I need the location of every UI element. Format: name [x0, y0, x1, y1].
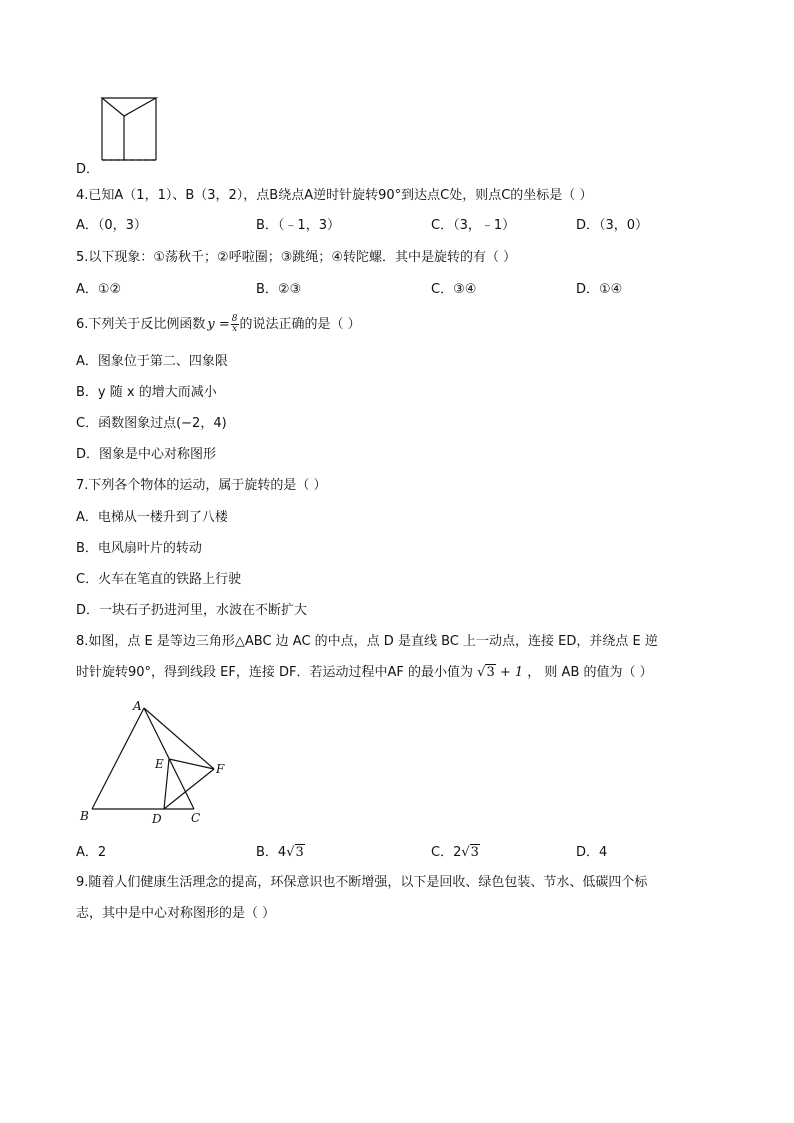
q8-line2-prefix: 时针旋转90°，得到线段 EF，连接 DF．若运动过程中AF 的最小值为 [76, 665, 473, 680]
q6-stem-suffix: 的说法正确的是（ ） [239, 317, 361, 332]
segment-ef [169, 759, 214, 769]
q5-option-b: B．②③ [256, 282, 302, 297]
q8-option-a: A．2 [76, 845, 107, 860]
q6-formula-y: y = [207, 317, 230, 332]
label-d: D [152, 812, 162, 826]
side-ac [144, 708, 194, 809]
question-6-stem [76, 314, 361, 336]
triangular-prism-figure [98, 94, 160, 166]
q8-option-d: D．4 [576, 845, 608, 860]
q8-sqrt-expression: √3 [477, 665, 495, 680]
q8-option-c [431, 845, 480, 861]
label-e: E [155, 757, 164, 771]
q8-plus-one: + 1 [499, 665, 524, 680]
q6-stem-prefix: 6.下列关于反比例函数 [76, 317, 206, 332]
q8-option-c-radicand: 3 [470, 845, 479, 860]
question-8-line-1: 8.如图，点 E 是等边三角形△ABC 边 AC 的中点，点 D 是直线 BC 上一动点，连接 ED，并绕点 E 逆 [76, 634, 658, 649]
q8-option-c-prefix: C．2 [431, 845, 462, 860]
q7-option-a: A．电梯从一楼升到了八楼 [76, 510, 228, 525]
question-5-stem: 5.以下现象：①荡秋千；②呼啦圈；③跳绳；④转陀螺．其中是旋转的有（ ） [76, 250, 517, 265]
q8-option-b-radicand: 3 [295, 845, 304, 860]
q7-option-d: D．一块石子扔进河里，水波在不断扩大 [76, 603, 308, 618]
q6-fraction [231, 315, 239, 334]
label-a: A [133, 699, 142, 713]
question-8-line-2 [76, 665, 653, 681]
q4-option-c: C．（3，﹣1） [431, 218, 516, 233]
q8-option-b-sqrt: √3 [286, 845, 304, 860]
question-9-line-2: 志，其中是中心对称图形的是（ ） [76, 906, 276, 921]
q6-option-d: D．图象是中心对称图形 [76, 447, 217, 462]
q6-option-b: B．y 随 x 的增大而减小 [76, 385, 217, 400]
q6-frac-denominator: x [232, 324, 238, 334]
q5-option-a: A．①② [76, 282, 122, 297]
q6-option-c: C．函数图象过点(−2，4) [76, 416, 227, 431]
q3-option-d-label: D． [76, 162, 100, 177]
question-4-stem: 4.已知A（1，1）、B（3，2），点B绕点A逆时针旋转90°到达点C处，则点C的坐标是（ ） [76, 188, 593, 203]
q7-option-b: B．电风扇叶片的转动 [76, 541, 202, 556]
q8-geometry-figure [76, 696, 236, 830]
q8-option-b [256, 845, 305, 861]
q8-option-b-prefix: B．4 [256, 845, 287, 860]
q5-option-d: D．①④ [576, 282, 623, 297]
label-b: B [80, 809, 89, 823]
segment-df [164, 769, 214, 809]
label-f: F [216, 762, 225, 776]
side-ab [92, 708, 144, 809]
q6-frac-numerator: 8 [231, 314, 238, 324]
q5-option-c: C．③④ [431, 282, 477, 297]
q4-option-b: B．（﹣1，3） [256, 218, 340, 233]
q8-option-c-sqrt: √3 [461, 845, 479, 860]
label-c: C [191, 811, 201, 825]
q4-option-d: D．（3，0） [576, 218, 649, 233]
question-7-stem: 7.下列各个物体的运动，属于旋转的是（ ） [76, 478, 327, 493]
q6-option-a: A．图象位于第二、四象限 [76, 354, 228, 369]
q8-line2-suffix: ， 则 AB 的值为（ ） [527, 665, 653, 680]
q7-option-c: C．火车在笔直的铁路上行驶 [76, 572, 242, 587]
question-9-line-1: 9.随着人们健康生活理念的提高，环保意识也不断增强，以下是回收、绿色包装、节水、低碳四个标 [76, 875, 648, 890]
segment-ed [164, 759, 169, 809]
q8-radicand: 3 [486, 665, 495, 680]
q4-option-a: A．（0，3） [76, 218, 147, 233]
